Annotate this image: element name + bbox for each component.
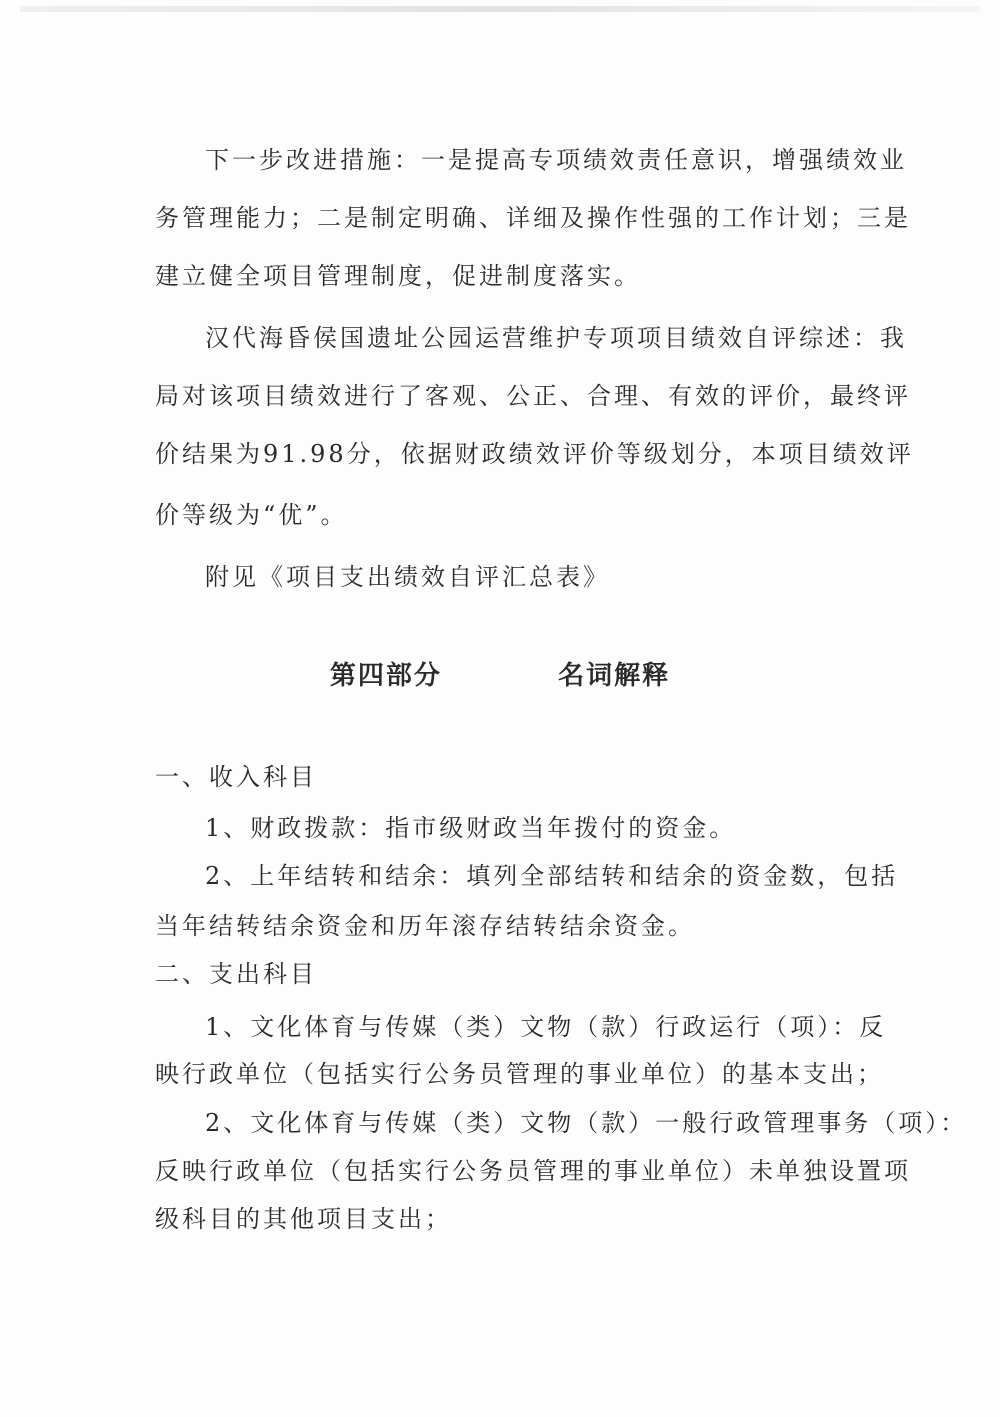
expense-item-1-line-1: 1、文化体育与传媒（类）文物（款）行政运行（项）：反 xyxy=(205,1013,887,1041)
scan-artifact xyxy=(20,6,980,12)
expense-title: 二、支出科目 xyxy=(155,960,317,988)
income-title: 一、收入科目 xyxy=(155,763,317,791)
improvement-line-1: 下一步改进措施：一是提高专项绩效责任意识，增强绩效业 xyxy=(205,146,907,174)
income-item-2-line-1: 2、上年结转和结余：填列全部结转和结余的资金数，包括 xyxy=(205,862,899,890)
summary-line-2: 局对该项目绩效进行了客观、公正、合理、有效的评价，最终评 xyxy=(155,382,911,410)
improvement-line-3: 建立健全项目管理制度，促进制度落实。 xyxy=(155,262,641,290)
expense-item-2-line-1: 2、文化体育与传媒（类）文物（款）一般行政管理事务（项）： xyxy=(205,1109,968,1137)
summary-line-1: 汉代海昏侯国遗址公园运营维护专项项目绩效自评综述：我 xyxy=(205,324,907,352)
attachment-note: 附见《项目支出绩效自评汇总表》 xyxy=(205,563,610,591)
expense-item-2-line-2: 反映行政单位（包括实行公务员管理的事业单位）未单独设置项 xyxy=(155,1157,911,1185)
summary-line-3: 价结果为91.98分，依据财政绩效评价等级划分，本项目绩效评 xyxy=(155,440,914,468)
improvement-line-2: 务管理能力；二是制定明确、详细及操作性强的工作计划；三是 xyxy=(155,204,911,232)
expense-item-2-line-3: 级科目的其他项目支出； xyxy=(155,1205,452,1233)
income-item-2-line-2: 当年结转结余资金和历年滚存结转结余资金。 xyxy=(155,912,695,940)
section-heading: 第四部分 名词解释 xyxy=(329,661,671,691)
expense-item-1-line-2: 映行政单位（包括实行公务员管理的事业单位）的基本支出； xyxy=(155,1060,884,1088)
income-item-1: 1、财政拨款：指市级财政当年拨付的资金。 xyxy=(205,814,737,842)
summary-line-4: 价等级为“优”。 xyxy=(155,501,348,529)
